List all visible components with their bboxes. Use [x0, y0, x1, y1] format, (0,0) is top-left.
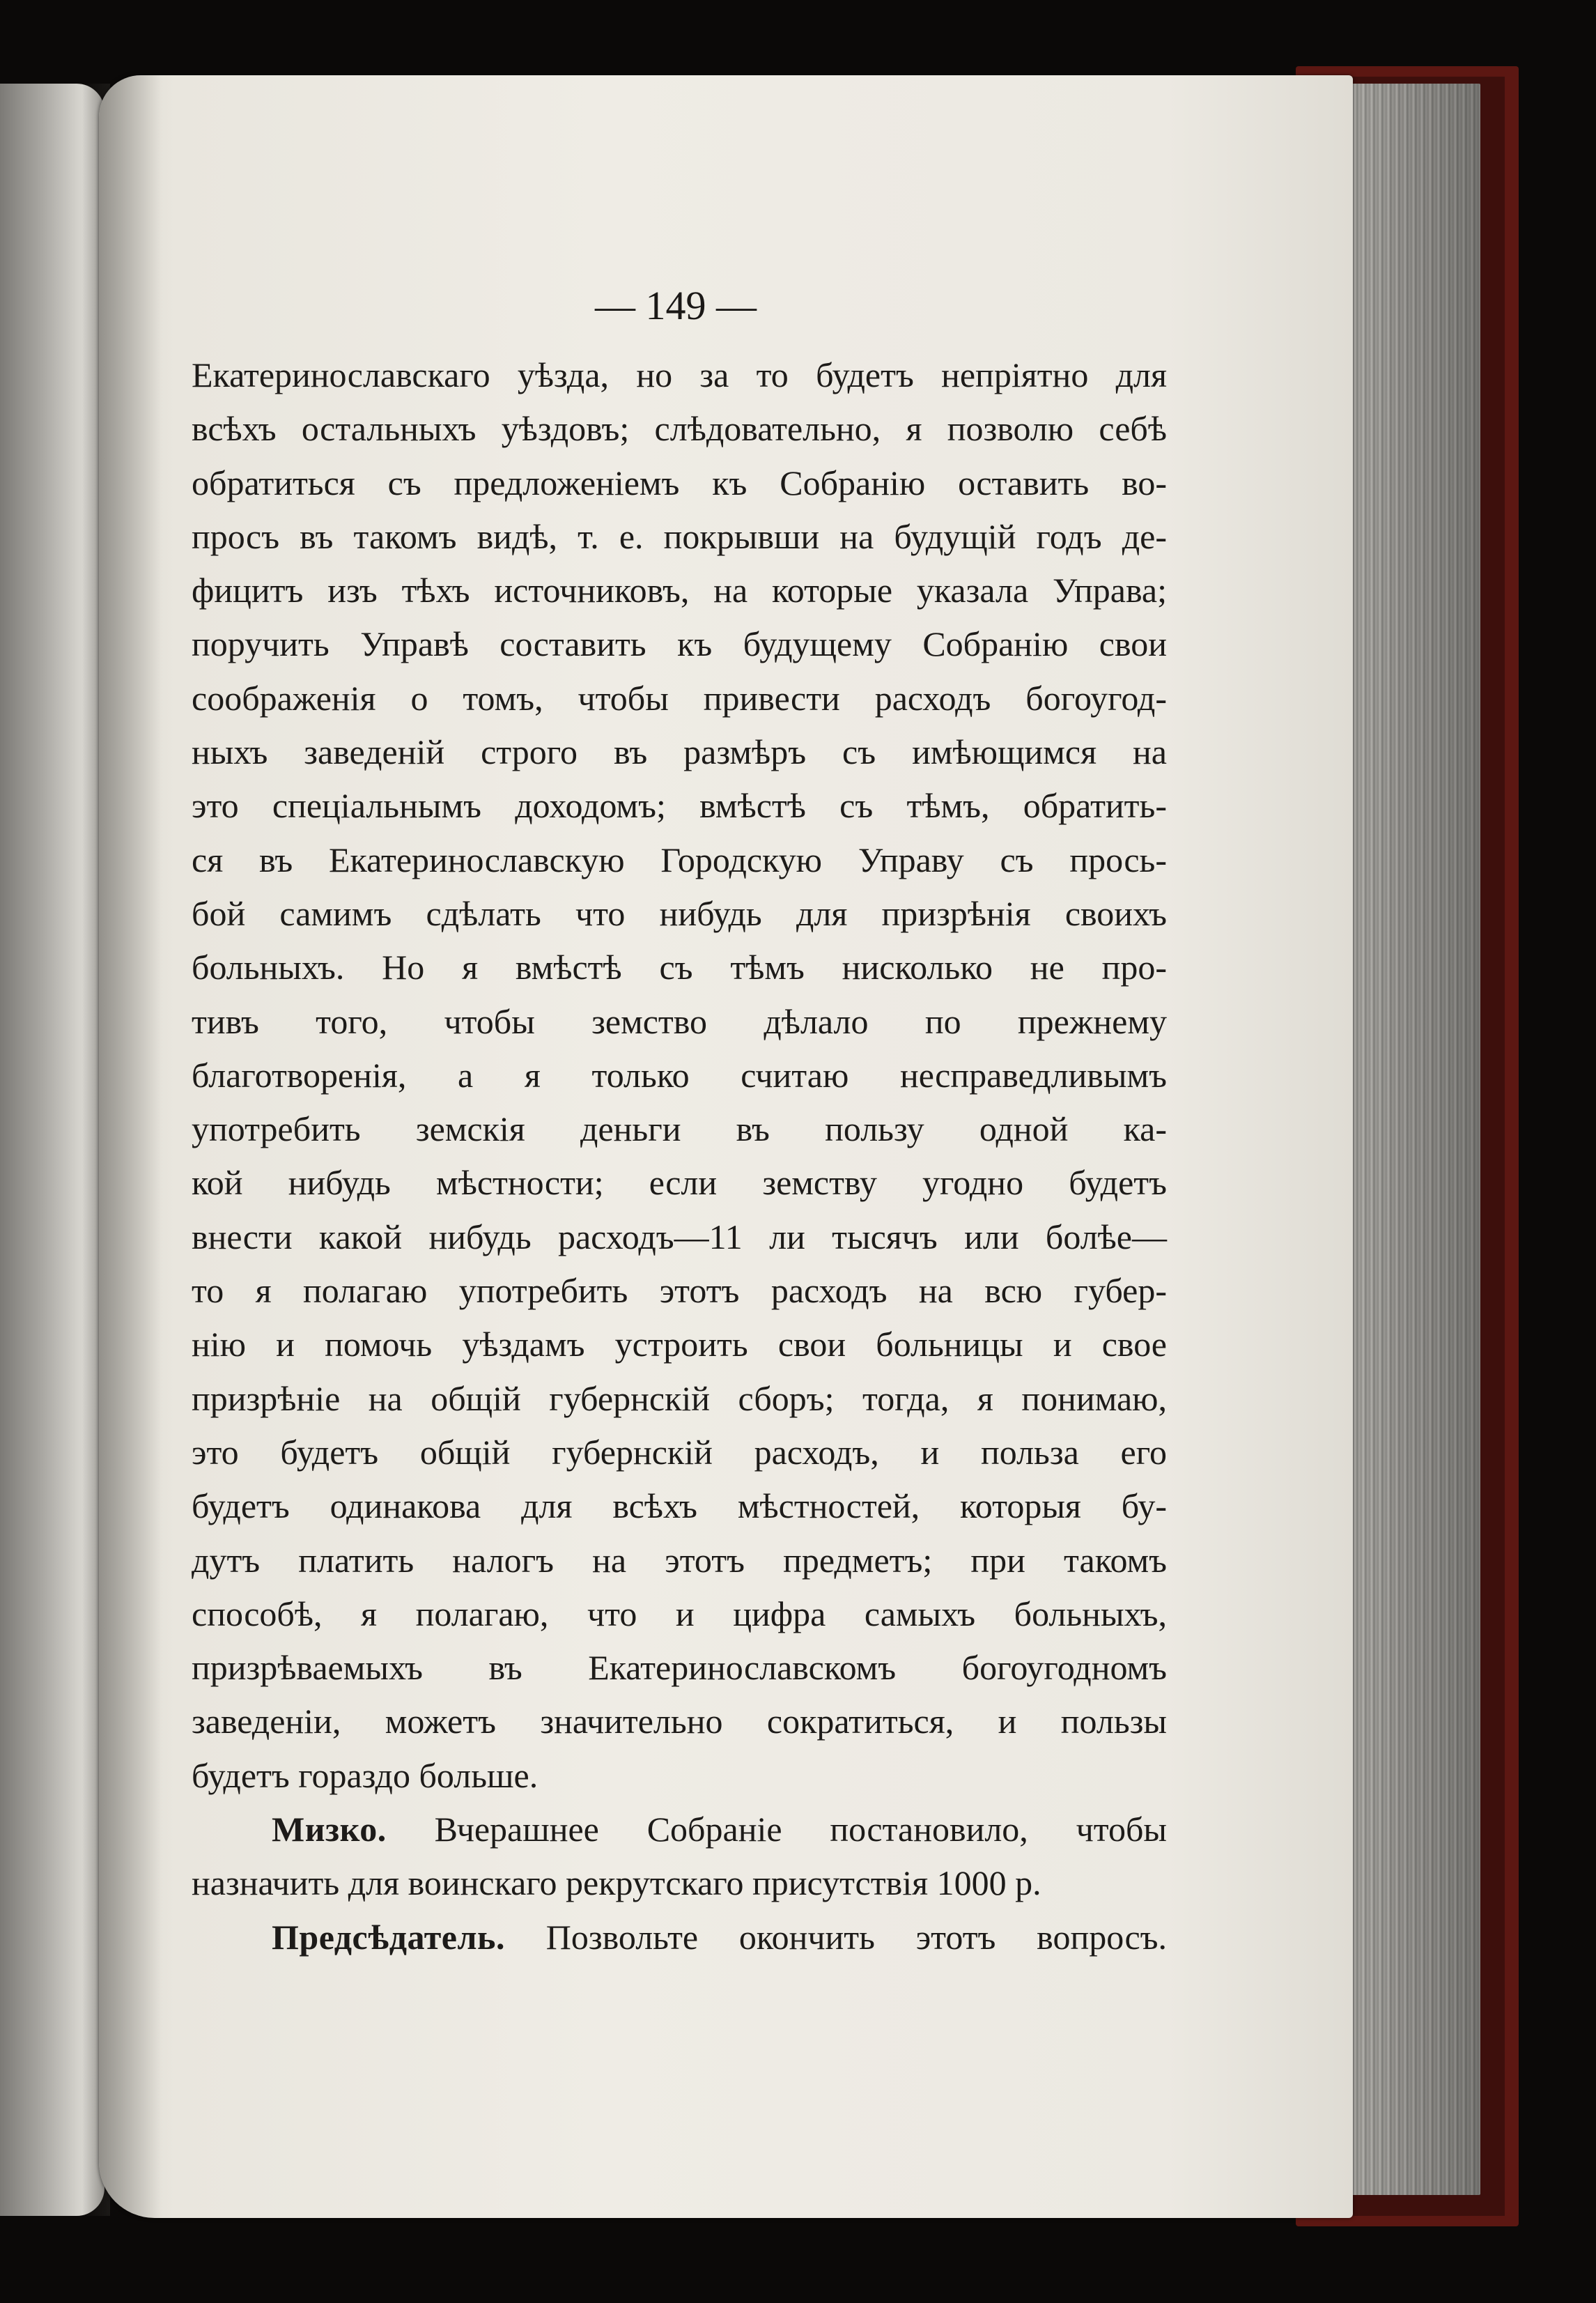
text-line: ныхъ заведеній строго въ размѣръ съ имѣющимся на [192, 732, 1167, 772]
text-line: ся въ Екатеринославскую Городскую Управу съ прось- [192, 840, 1167, 879]
text-line: будетъ одинакова для всѣхъ мѣстностей, которыя бу- [192, 1486, 1167, 1526]
text-line: фицитъ изъ тѣхъ источниковъ, на которые указала Управа; [192, 571, 1167, 610]
page-number: — 149 — [595, 283, 757, 328]
text-line: то я полагаю употребить этотъ расходъ на всю губер- [192, 1271, 1167, 1311]
text-line: бой самимъ сдѣлать что нибудь для призрѣнія своихъ [192, 893, 1167, 933]
text-line: дутъ платить налогъ на этотъ предметъ; при такомъ [192, 1540, 1167, 1580]
text-line: обратиться съ предложеніемъ къ Собранію оставить во- [192, 463, 1167, 502]
speaker-name: Мизко. [272, 1810, 387, 1849]
text-line: соображенія о томъ, чтобы привести расходъ богоугод- [192, 678, 1167, 718]
text-line: призрѣваемыхъ въ Екатеринославскомъ богоугодномъ [192, 1648, 1167, 1688]
speaker-name: Предсѣдатель. [272, 1917, 505, 1957]
text-line: это будетъ общій губернскій расходъ, и польза его [192, 1432, 1167, 1472]
text-line: больныхъ. Но я вмѣстѣ съ тѣмъ нисколько не про- [192, 948, 1167, 987]
text-line: нію и помочь уѣздамъ устроить свои больницы и свое [192, 1325, 1167, 1364]
text-line: призрѣніе на общій губернскій сборъ; тогда, я понимаю, [192, 1378, 1167, 1418]
text-line: тивъ того, чтобы земство дѣлало по прежнему [192, 1001, 1167, 1041]
text-line: просъ въ такомъ видѣ, т. е. покрывши на будущій годъ де- [192, 516, 1167, 556]
page-body-text [192, 348, 1167, 1964]
speech-text: Вчерашнее Собраніе постановило, чтобы [434, 1810, 1167, 1849]
text-line: Екатеринославскаго уѣзда, но за то будетъ непріятно для [192, 355, 1167, 394]
text-line: это спеціальнымъ доходомъ; вмѣстѣ съ тѣмъ, обратить- [192, 786, 1167, 826]
text-line: будетъ гораздо больше. [192, 1755, 539, 1795]
text-line: благотворенія, а я только считаю несправедливымъ [192, 1055, 1167, 1095]
text-line: заведеніи, можетъ значительно сократиться, и пользы [192, 1702, 1167, 1741]
page-gutter-shadow [99, 75, 162, 2218]
text-line: всѣхъ остальныхъ уѣздовъ; слѣдовательно, я позволю себѣ [192, 409, 1167, 449]
speech-line [192, 1911, 1167, 1964]
speech-line: назначить для воинскаго рекрутскаго присутствія 1000 р. [192, 1863, 1041, 1903]
text-line: кой нибудь мѣстности; если земству угодно будетъ [192, 1163, 1167, 1203]
speech-line [192, 1803, 1167, 1856]
text-line: употребить земскія деньги въ пользу одной ка- [192, 1109, 1167, 1149]
text-line: внести какой нибудь расходъ—11 ли тысячъ или болѣе— [192, 1217, 1167, 1256]
text-line: поручить Управѣ составить къ будущему Собранію свои [192, 624, 1167, 664]
speech-text: Позвольте окончить этотъ вопросъ. [545, 1917, 1167, 1957]
text-line: способѣ, я полагаю, что и цифра самыхъ больныхъ, [192, 1594, 1167, 1633]
